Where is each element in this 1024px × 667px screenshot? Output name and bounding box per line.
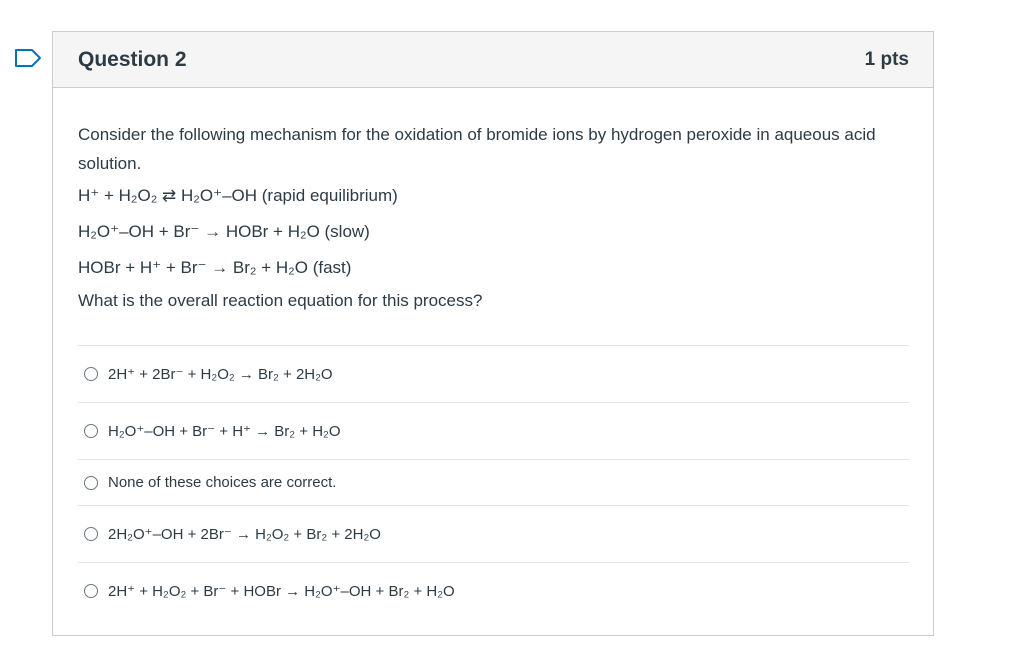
answer-text: None of these choices are correct. [108, 474, 337, 491]
mechanism-step-3: HOBr + H⁺ + Br⁻ → Br₂ + H₂O (fast) [78, 258, 352, 277]
radio-button[interactable] [84, 476, 98, 490]
answer-option-4[interactable] [78, 506, 909, 563]
radio-button[interactable] [84, 367, 98, 381]
question-intro: Consider the following mechanism for the oxidation of bromide ions by hydrogen peroxide in aqueous acid solution. [78, 125, 876, 173]
mechanism-step-2: H₂O⁺–OH + Br⁻ → HOBr + H₂O (slow) [78, 222, 370, 241]
answer-text: 2H₂O⁺–OH + 2Br⁻ → H₂O₂ + Br₂ + 2H₂O [108, 526, 381, 543]
question-header [53, 32, 933, 88]
question-points: 1 pts [864, 48, 909, 70]
question-text [78, 120, 909, 315]
answer-option-5[interactable] [78, 563, 909, 619]
radio-button[interactable] [84, 527, 98, 541]
answer-option-3[interactable] [78, 460, 909, 506]
radio-button[interactable] [84, 424, 98, 438]
answer-option-2[interactable] [78, 403, 909, 460]
question-body [53, 88, 933, 619]
question-prompt: What is the overall reaction equation for this process? [78, 291, 483, 310]
question-card [52, 31, 934, 636]
flag-question-icon[interactable] [14, 48, 42, 68]
answer-text: H₂O⁺–OH + Br⁻ + H⁺ → Br₂ + H₂O [108, 423, 341, 440]
answer-option-1[interactable] [78, 346, 909, 403]
radio-button[interactable] [84, 584, 98, 598]
mechanism-step-1: H⁺ + H₂O₂ ⇄ H₂O⁺–OH (rapid equilibrium) [78, 186, 398, 205]
answer-list [78, 345, 909, 619]
answer-text: 2H⁺ + 2Br⁻ + H₂O₂ → Br₂ + 2H₂O [108, 366, 333, 383]
answer-text: 2H⁺ + H₂O₂ + Br⁻ + HOBr → H₂O⁺–OH + Br₂ + H₂O [108, 583, 455, 600]
question-title: Question 2 [78, 47, 187, 71]
